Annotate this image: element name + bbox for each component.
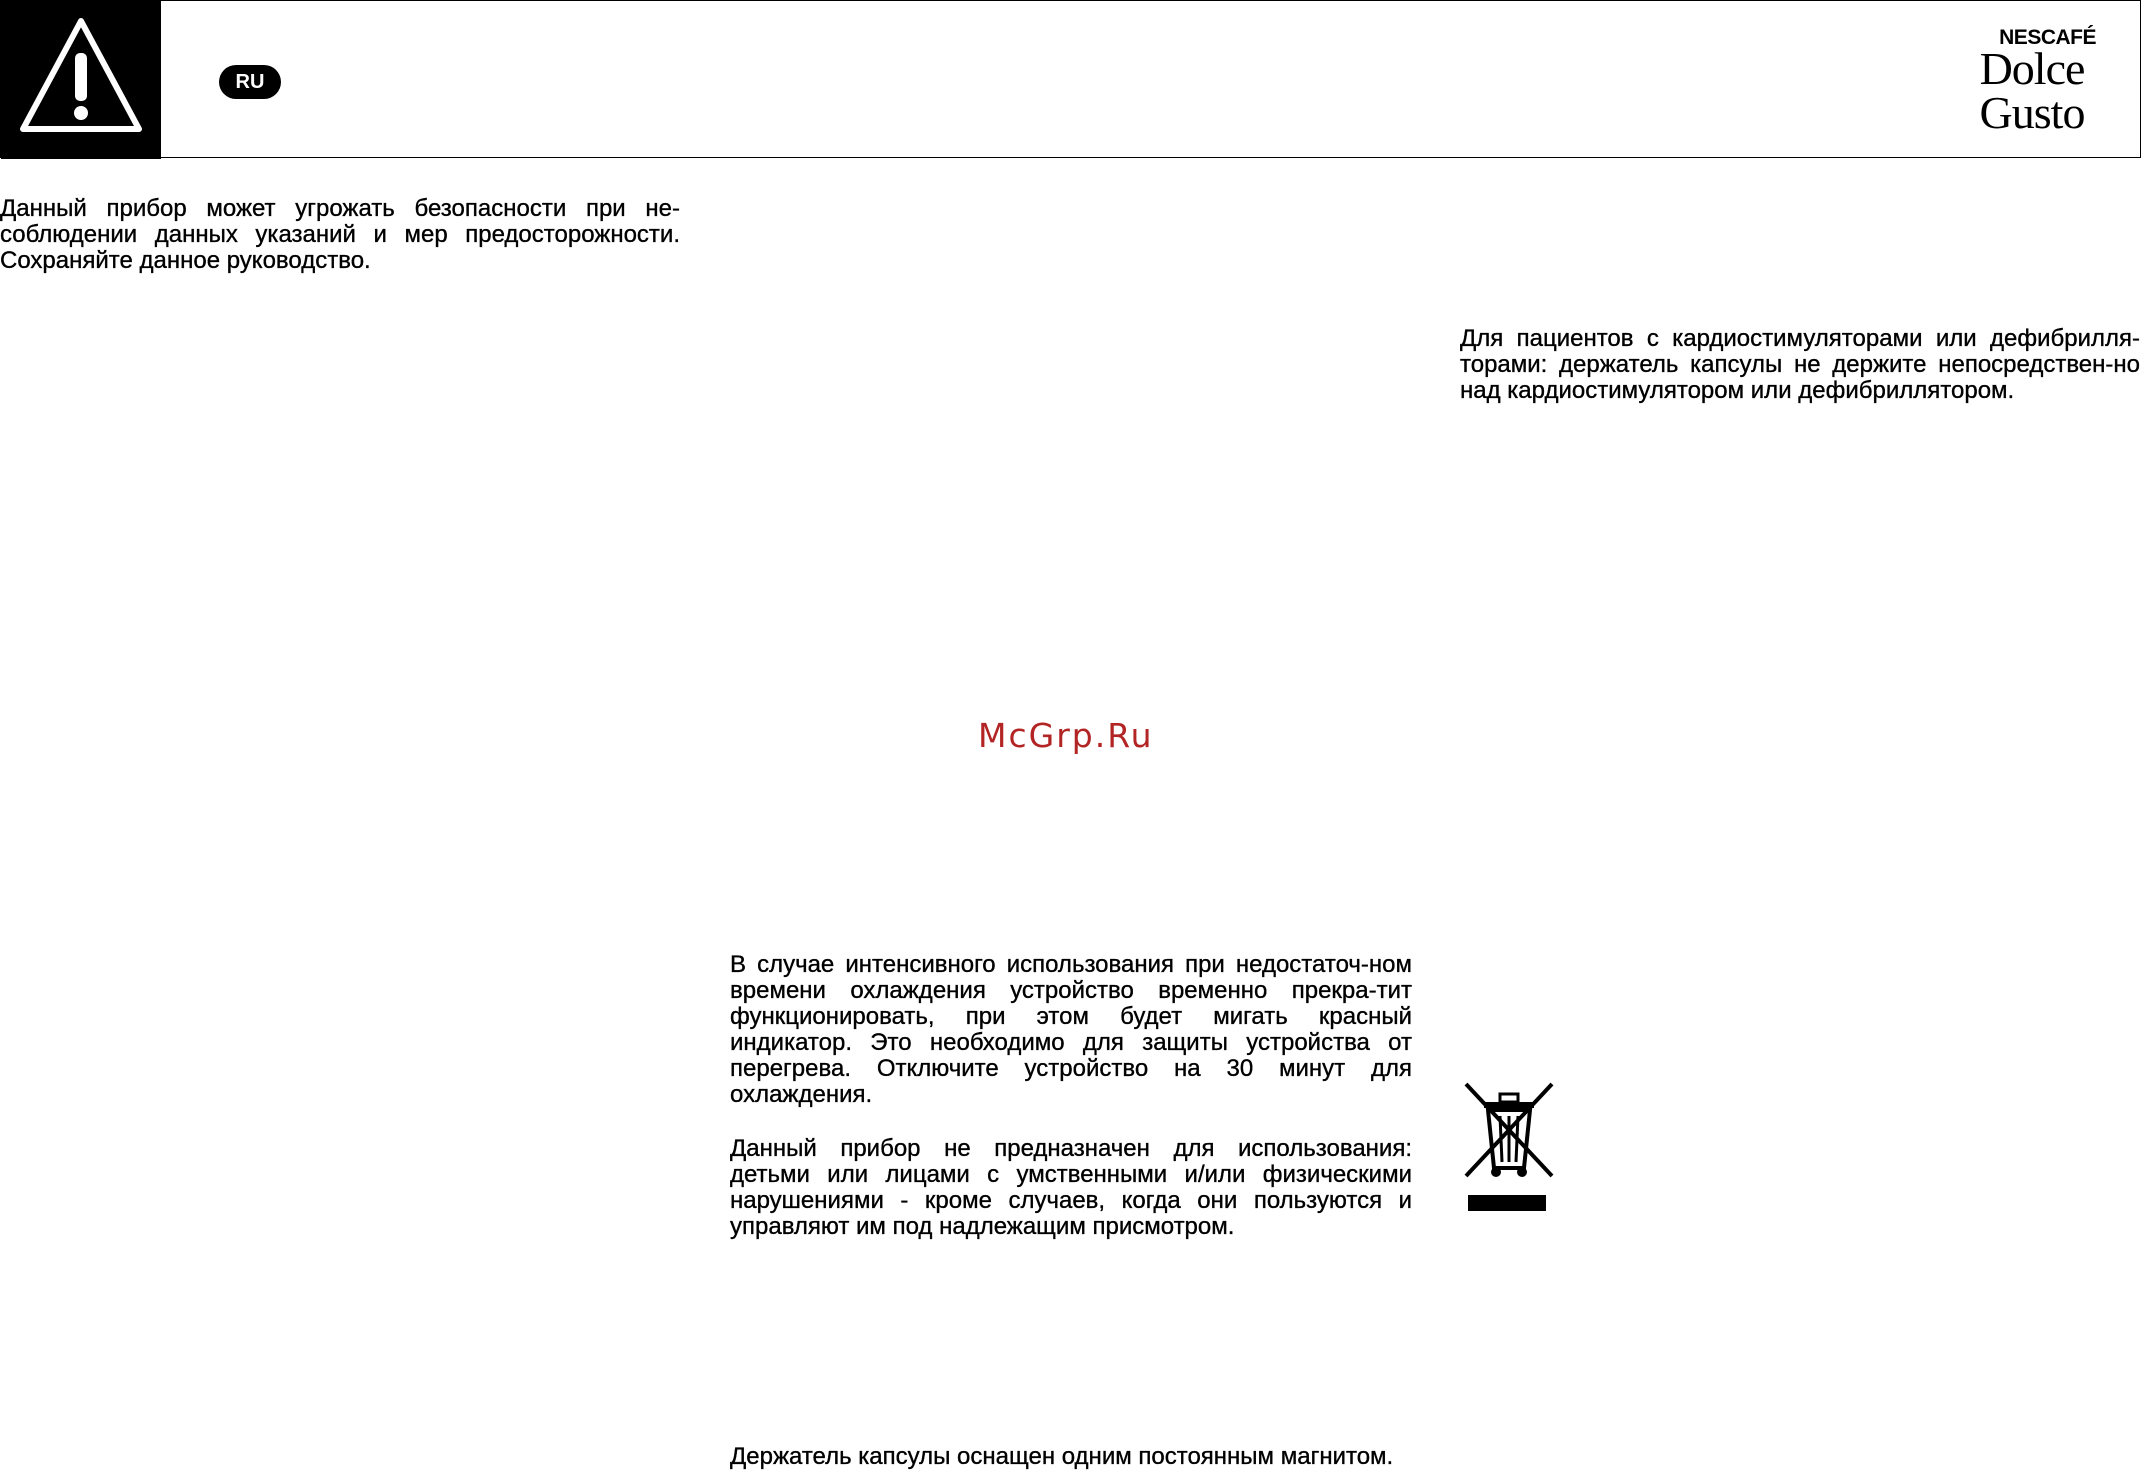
brand-dolce: Dolce — [1979, 43, 2085, 94]
crossed-out-bin-icon — [1462, 1080, 1562, 1220]
brand-logo — [1962, 27, 2102, 136]
watermark: McGrp.Ru — [978, 716, 1154, 755]
pacemaker-paragraph: Для пациентов с кардиостимуляторами или дефибрилля-торами: держатель капсулы не держите непосредствен-но над кардиостимулятором или дефибриллятором. — [1460, 325, 2140, 404]
brand-gusto: Gusto — [1979, 87, 2085, 138]
children-paragraph: Данный прибор не предназначен для использования: детьми или лицами с умственными и/или физическими нарушениями - кроме случаев, когда они пользуются и управляют им под надлежащим присмотром. — [730, 1135, 1412, 1240]
magnet-paragraph: Держатель капсулы оснащен одним постоянным магнитом. — [730, 1443, 1394, 1470]
warning-block — [1, 1, 161, 159]
language-badge: RU — [219, 65, 281, 99]
overheat-paragraph: В случае интенсивного использования при недостаточ-ном времени охлаждения устройство временно прекра-тит функционировать, при этом будет мигать красный индикатор. Это необходимо для защиты устройства от перегрева. Отключите устройство на 30 минут для охлаждения. — [730, 951, 1412, 1108]
safety-paragraph: Данный прибор может угрожать безопасности при не-соблюдении данных указаний и мер предосторожности. Сохраняйте данное руководство. — [0, 195, 680, 274]
brand-nescafe: NESCAFÉ — [1999, 26, 2096, 49]
warning-triangle-icon — [19, 15, 143, 139]
page-header — [0, 0, 2141, 158]
